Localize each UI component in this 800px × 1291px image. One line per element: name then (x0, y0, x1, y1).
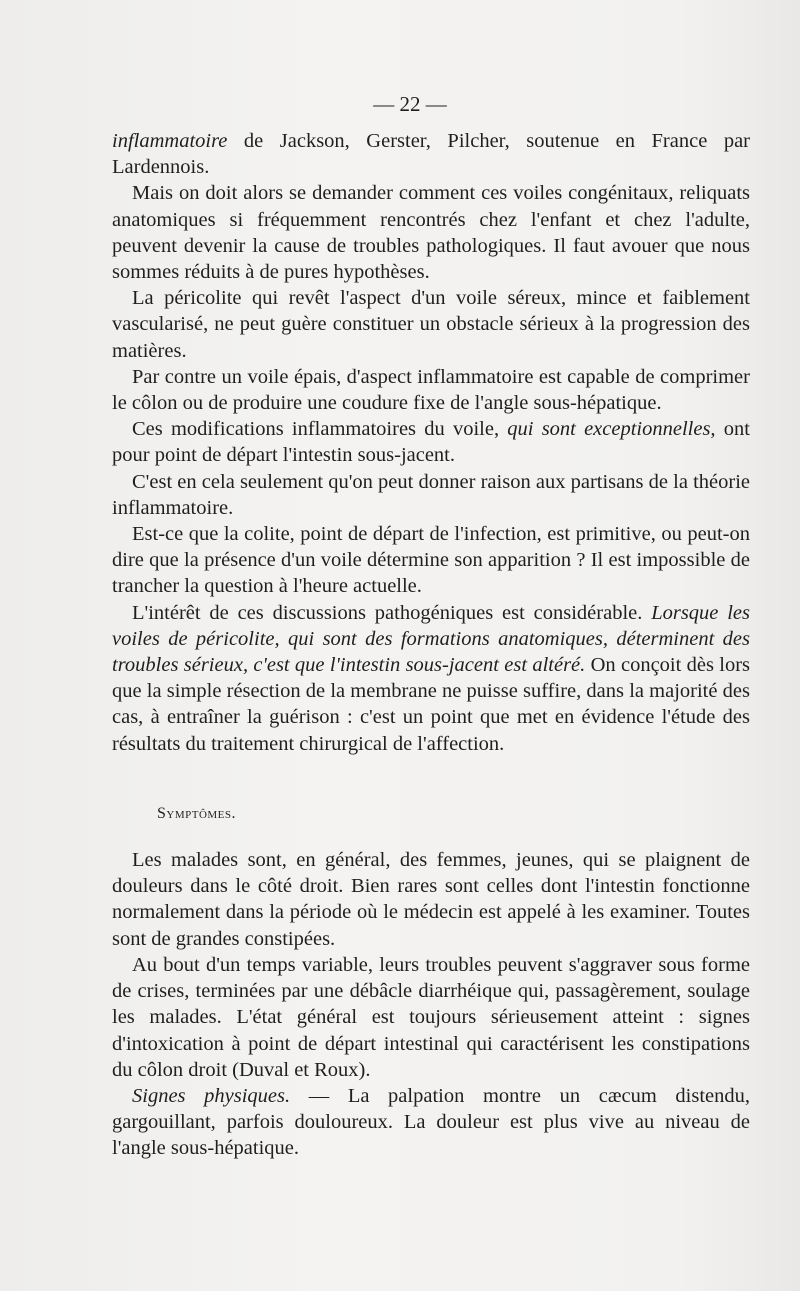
paragraph-5-before: Ces modifications inflammatoires du voile, (132, 418, 508, 441)
paragraph-1 (112, 128, 750, 180)
paragraph-9: Les malades sont, en général, des femmes, jeunes, qui se plaignent de douleurs dans le côté droit. Bien rares sont celles dont l'intestin fonctionne normalement dans la période où le médecin est appelé à les examiner. Toutes sont de grandes constipées. (112, 849, 750, 950)
paragraph-11-italic: Signes physiques. (132, 1084, 291, 1107)
paragraph-8-italic: Lorsque les voiles de péricolite, qui sont des formations anatomiques, déterminent des troubles sérieux, c'est que l'intestin sous-jacent est altéré. (112, 601, 751, 677)
paragraph-8-before: L'intérêt de ces discussions pathogéniques est considérable. (132, 601, 652, 624)
paragraph-11 (112, 1083, 750, 1162)
paragraph-2: Mais on doit alors se demander comment ces voiles congénitaux, reliquats anatomiques si fréquemment rencontrés chez l'enfant et chez l'adulte, peuvent devenir la cause de troubles pathologiques. Il faut avouer que nous sommes réduits à de pures hypothèses. (112, 182, 750, 284)
page-number: — 22 — (373, 92, 447, 116)
paragraph-5 (112, 416, 750, 468)
section-title: Symptômes. (157, 804, 237, 822)
paragraph-8 (112, 600, 750, 757)
paragraph-5-italic: qui sont exceptionnelles, (507, 418, 716, 441)
paragraph-1-text: de Jackson, Gerster, Pilcher, soutenue en France par Lardennois. (112, 130, 750, 179)
paragraph-11-after: — La palpation montre un cæcum distendu, gargouillant, parfois douloureux. La douleur est plus vive au niveau de l'angle sous-hépatique. (112, 1084, 750, 1160)
paragraph-7: Est-ce que la colite, point de départ de l'infection, est primitive, ou peut-on dire que la présence d'un voile détermine son apparition ? Il est impossible de trancher la question à l'heure actuelle. (112, 523, 750, 598)
paragraph-6: C'est en cela seulement qu'on peut donner raison aux partisans de la théorie inflammatoire. (112, 470, 750, 519)
paragraph-1-italic: inflammatoire (112, 130, 228, 152)
paragraph-8-after: On conçoit dès lors que la simple résection de la membrane ne puisse suffire, dans la majorité des cas, à entraîner la guérison : c'est un point que met en évidence l'étude des résultats du traitement chirurgical de l'affection. (112, 654, 750, 755)
page-body (112, 128, 750, 1162)
paragraph-5-after: ont pour point de départ l'intestin sous-jacent. (112, 418, 750, 467)
paragraph-4: Par contre un voile épais, d'aspect inflammatoire est capable de comprimer le côlon ou de produire une coudure fixe de l'angle sous-hépatique. (112, 365, 750, 415)
paragraph-10: Au bout d'un temps variable, leurs troubles peuvent s'aggraver sous forme de crises, terminées par une débâcle diarrhéique qui, passagèrement, soulage les malades. L'état général est toujours sérieusement atteint : signes d'intoxication à point de départ intestinal qui caractérisent les constipations du côlon droit (Duval et Roux). (112, 953, 750, 1081)
paragraph-3: La péricolite qui revêt l'aspect d'un voile séreux, mince et faiblement vascularisé, ne peut guère constituer un obstacle sérieux à la progression des matières. (112, 287, 750, 362)
